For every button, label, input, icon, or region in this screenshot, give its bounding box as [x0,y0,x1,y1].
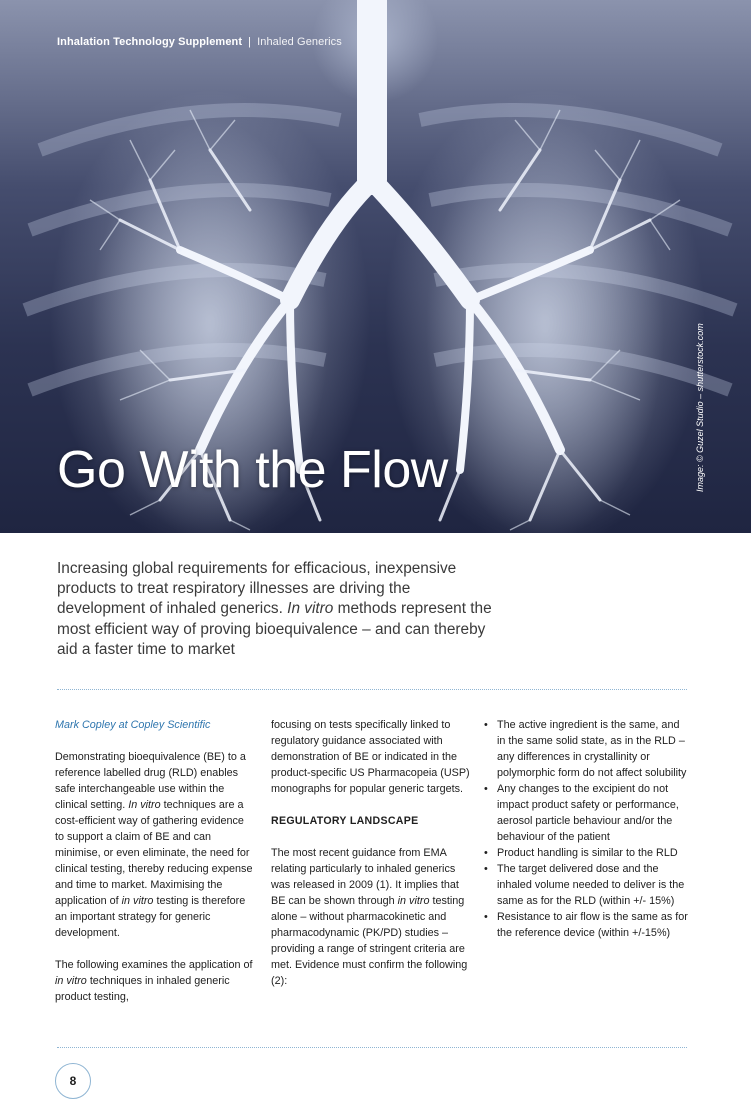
paragraph-1-text-b: techniques are a cost-efficient way of gathering evidence to support a claim of BE and can minimise, or even eliminate, the need for clinical testing, thereby reducing expense and time to market. Maximising the application of [55,799,253,907]
page-number: 8 [55,1063,91,1099]
article-title: Go With the Flow [57,441,448,499]
paragraph-2 [55,957,255,1005]
paragraph-1-text: Demonstrating bioequivalence (BE) to a reference labelled drug (RLD) enables safe interchangeable use within the clinical setting. [55,751,246,811]
standfirst-part2: methods represent the most efficient way of proving bioequivalence – and can thereby aid a faster time to market [57,600,492,658]
paragraph-4 [271,845,471,989]
list-item-text: Product handling is similar to the RLD [497,847,678,859]
criteria-list [484,717,689,941]
paragraph-1-italic-2: in vitro [121,895,154,907]
supplement-name: Inhalation Technology Supplement [57,36,243,48]
section-kicker [57,36,342,48]
hero-image [0,0,751,533]
paragraph-2-italic: in vitro [55,975,87,987]
bottom-divider [57,1047,687,1048]
list-item-text: Resistance to air flow is the same as for the reference device (within +/-15%) [497,911,688,939]
paragraph-1-italic: In vitro [128,799,161,811]
standfirst-part1: Increasing global requirements for efficacious, inexpensive products to treat respiratory illnesses are driving the development of inhaled generics. [57,560,457,618]
bullet-icon: • [484,863,488,875]
paragraph-1 [55,749,255,941]
standfirst-italic: In vitro [287,600,334,618]
paragraph-4-text: The most recent guidance from EMA relating particularly to inhaled generics was released in 2009 (1). It implies that BE can be shown through [271,847,459,907]
paragraph-4-text-b: testing alone – without pharmacokinetic and pharmacodynamic (PK/PD) studies – providing a range of stringent criteria are met. Evidence must confirm the following (2): [271,895,468,987]
standfirst [57,559,497,660]
top-divider [57,689,687,690]
bullet-icon: • [484,783,488,795]
paragraph-3: focusing on tests specifically linked to regulatory guidance associated with demonstration of BE or indicated in the product-specific US Pharmacopeia (USP) monographs for popular generic targets. [271,719,470,795]
list-item [484,861,689,909]
list-item [484,717,689,781]
list-item [484,909,689,941]
column-3 [484,717,689,941]
bullet-icon: • [484,719,488,731]
list-item-text: The target delivered dose and the inhaled volume needed to deliver is the same as for the RLD (within +/- 15%) [497,863,685,907]
paragraph-1-text-c: testing is therefore an important strategy for generic development. [55,895,246,939]
section-name: Inhaled Generics [257,36,342,48]
column-2 [271,717,471,1005]
bullet-icon: • [484,847,488,859]
list-item-text: Any changes to the excipient do not impact product safety or performance, aerosol particle behaviour and/or the behaviour of the patient [497,783,679,843]
subheading-regulatory: REGULATORY LANDSCAPE [271,815,419,827]
paragraph-2-text: The following examines the application of [55,959,253,971]
list-item-text: The active ingredient is the same, and in the same solid state, as in the RLD – any differences in crystallinity or polymorphic form do not affect solubility [497,719,687,779]
column-1 [55,717,255,1021]
paragraph-2-text-b: techniques in inhaled generic product testing, [55,975,230,1003]
paragraph-4-italic: in vitro [397,895,430,907]
bullet-icon: • [484,911,488,923]
image-credit: Image: © Guzel Studio – shutterstock.com [695,323,705,492]
kicker-separator: | [248,36,252,48]
byline: Mark Copley at Copley Scientific [55,719,211,731]
list-item [484,781,689,845]
list-item [484,845,689,861]
